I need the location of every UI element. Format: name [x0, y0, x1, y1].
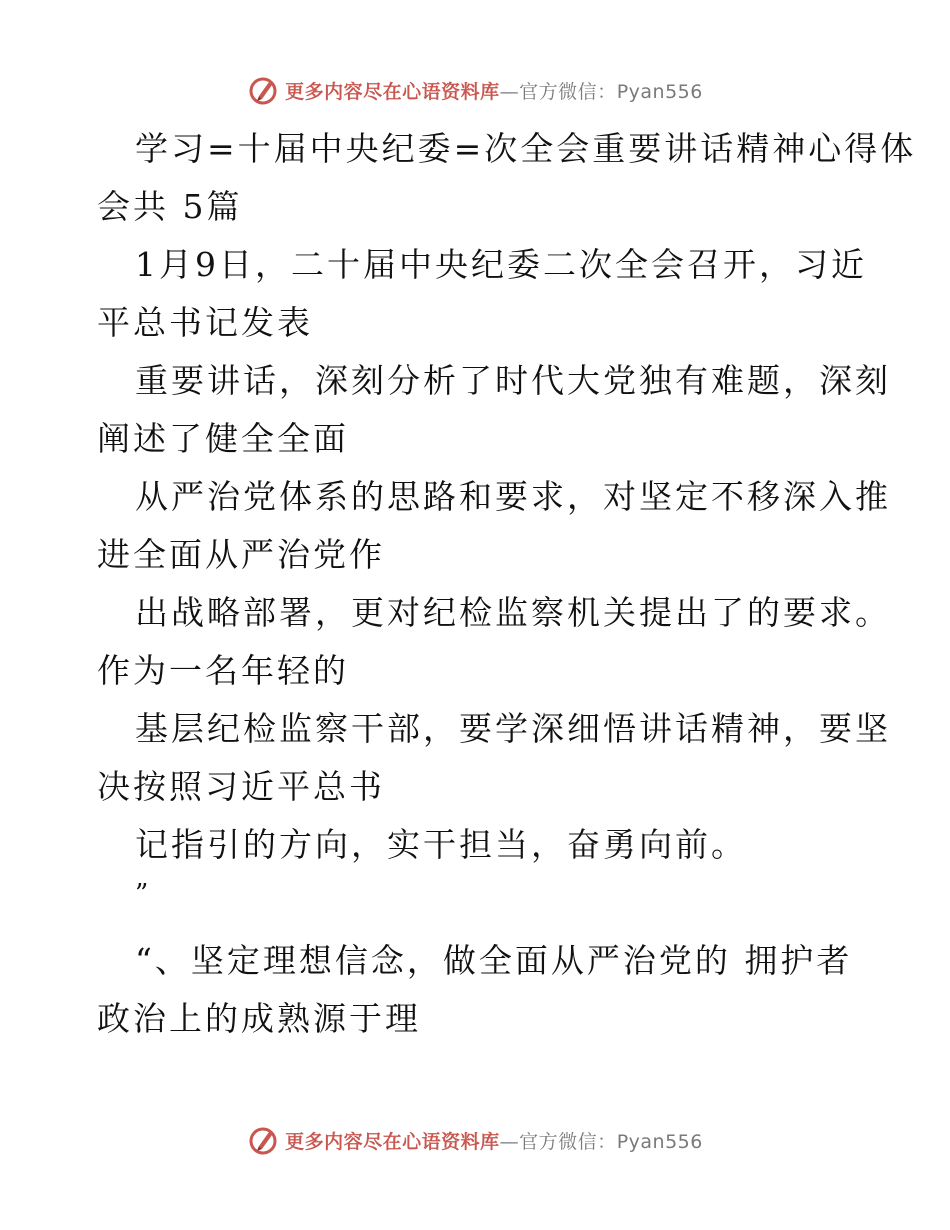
watermark-text-dash: —官方微信： [499, 1130, 617, 1153]
document-body [97, 120, 917, 1048]
paragraph-line: 阐述了健全全面 [97, 419, 349, 458]
paragraph-line: 从严治党体系的思路和要求，对坚定不移深入推 [135, 477, 891, 516]
watermark-text-id: Pyan556 [616, 80, 703, 103]
paragraph-line: 平总书记发表 [97, 303, 313, 342]
watermark-text [285, 1127, 703, 1154]
footer-watermark [0, 1120, 950, 1160]
closing-quote-mark: ” [135, 879, 149, 909]
document-title-line-2: 会共 5篇 [97, 187, 243, 226]
header-watermark [0, 70, 950, 110]
paragraph-line: 进全面从严治党作 [97, 535, 385, 574]
paragraph-line: 记指引的方向，实干担当，奋勇向前。 [135, 825, 747, 864]
watermark-text-red: 更多内容尽在心语资料库 [285, 1130, 500, 1153]
document-title-line-1: 学习=十届中央纪委=次全会重要讲话精神心得体 [135, 129, 917, 168]
pen-nib-circle-icon [247, 74, 279, 106]
watermark-text [285, 77, 703, 104]
paragraph-line: 出战略部署，更对纪检监察机关提出了的要求。 [135, 593, 891, 632]
paragraph-line: 作为一名年轻的 [97, 651, 349, 690]
watermark-text-id: Pyan556 [616, 1130, 703, 1153]
paragraph-line: 重要讲话，深刻分析了时代大党独有难题，深刻 [135, 361, 891, 400]
paragraph-line: 决按照习近平总书 [97, 767, 385, 806]
watermark-text-dash: —官方微信： [499, 80, 617, 103]
section-heading-line: “、坚定理想信念，做全面从严治党的 拥护者 [135, 941, 853, 980]
pen-nib-circle-icon [247, 1124, 279, 1156]
watermark-text-red: 更多内容尽在心语资料库 [285, 80, 500, 103]
paragraph-line: 基层纪检监察干部，要学深细悟讲话精神，要坚 [135, 709, 891, 748]
paragraph-line: 1月9日，二十届中央纪委二次全会召开，习近 [135, 245, 867, 284]
paragraph-line: 政治上的成熟源于理 [97, 999, 421, 1038]
